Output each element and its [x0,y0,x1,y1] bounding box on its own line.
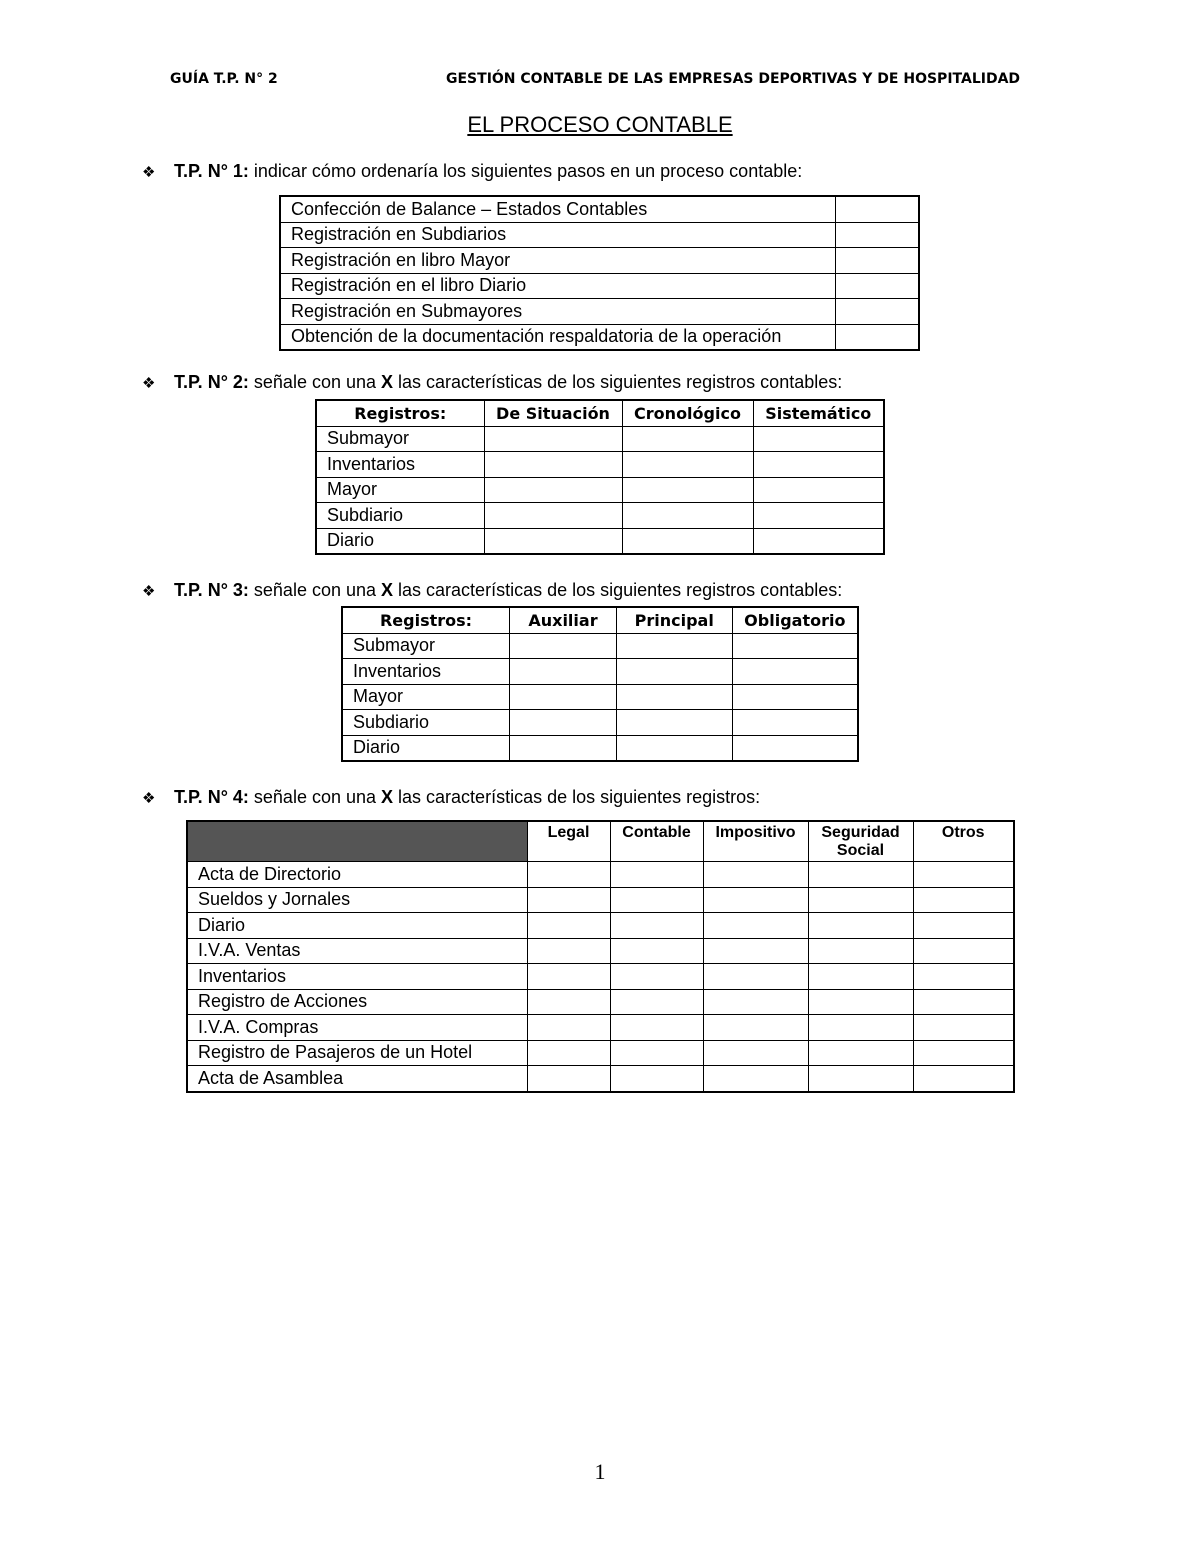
order-cell[interactable] [836,248,920,274]
table-row [187,862,1014,888]
table-row [316,477,884,503]
mark-cell[interactable] [808,862,913,888]
mark-cell[interactable] [703,1040,808,1066]
mark-cell[interactable] [616,684,732,710]
mark-cell[interactable] [703,862,808,888]
order-cell[interactable] [836,273,920,299]
mark-cell[interactable] [616,633,732,659]
mark-cell[interactable] [808,1066,913,1092]
tp2-text-before: señale con una [248,372,382,392]
step-label: Registración en el libro Diario [280,273,836,299]
header-right: GESTIÓN CONTABLE DE LAS EMPRESAS DEPORTIVAS Y DE HOSPITALIDAD [446,71,1021,87]
mark-cell[interactable] [610,913,703,939]
table-row [342,684,858,710]
diamond-star-icon: ❖ [142,790,156,807]
mark-cell[interactable] [732,684,858,710]
column-header: Principal [616,607,732,633]
mark-cell[interactable] [703,964,808,990]
mark-cell[interactable] [622,528,753,554]
mark-cell[interactable] [913,938,1014,964]
column-header: De Situación [484,400,622,426]
tp1-text: indicar cómo ordenaría los siguientes pasos en un proceso contable: [248,161,803,181]
register-label: I.V.A. Ventas [187,938,527,964]
tp3-text-after: las características de los siguientes registros contables: [393,580,843,600]
column-header: Sistemático [753,400,884,426]
table-row [187,1040,1014,1066]
table-header-row [316,400,884,426]
tp2-text-after: las características de los siguientes registros contables: [393,372,843,392]
mark-cell[interactable] [808,964,913,990]
mark-cell[interactable] [622,503,753,529]
mark-cell[interactable] [610,887,703,913]
mark-cell[interactable] [622,452,753,478]
step-label: Registración en libro Mayor [280,248,836,274]
table-row [187,887,1014,913]
table-row [280,299,919,325]
mark-cell[interactable] [703,913,808,939]
mark-cell[interactable] [610,1015,703,1041]
mark-cell[interactable] [527,1015,610,1041]
mark-cell[interactable] [616,659,732,685]
tp4-text-after: las características de los siguientes registros: [393,787,761,807]
register-label: Inventarios [316,452,484,478]
table-row [316,426,884,452]
step-label: Obtención de la documentación respaldatoria de la operación [280,324,836,350]
mark-cell[interactable] [527,938,610,964]
table-row [342,659,858,685]
mark-cell[interactable] [484,426,622,452]
mark-cell[interactable] [484,477,622,503]
mark-cell[interactable] [484,452,622,478]
register-label: Sueldos y Jornales [187,887,527,913]
column-header: Contable [610,821,703,862]
mark-cell[interactable] [484,528,622,554]
tp3-instruction [142,580,842,601]
mark-cell[interactable] [622,426,753,452]
mark-cell[interactable] [753,477,884,503]
tp3-table [341,606,859,762]
column-header: Seguridad Social [808,821,913,862]
column-header: Otros [913,821,1014,862]
mark-cell[interactable] [703,1015,808,1041]
step-label: Registración en Subdiarios [280,222,836,248]
table-row [187,938,1014,964]
column-header: Impositivo [703,821,808,862]
register-label: Registro de Pasajeros de un Hotel [187,1040,527,1066]
diamond-star-icon: ❖ [142,375,156,392]
register-label: Subdiario [342,710,510,736]
mark-cell[interactable] [610,1066,703,1092]
mark-cell[interactable] [510,735,617,761]
tp4-table [186,820,1015,1093]
diamond-star-icon: ❖ [142,583,156,600]
column-header: Registros: [342,607,510,633]
table-row [316,528,884,554]
mark-cell[interactable] [703,1066,808,1092]
mark-cell[interactable] [484,503,622,529]
register-label: Acta de Directorio [187,862,527,888]
mark-cell[interactable] [913,964,1014,990]
mark-cell[interactable] [510,710,617,736]
tp4-instruction [142,787,760,808]
mark-cell[interactable] [610,1040,703,1066]
mark-cell[interactable] [732,659,858,685]
table-row [280,222,919,248]
column-header: Legal [527,821,610,862]
mark-cell[interactable] [610,989,703,1015]
tp1-instruction [142,161,802,182]
page-title: EL PROCESO CONTABLE [467,112,733,137]
mark-cell[interactable] [527,1040,610,1066]
mark-cell[interactable] [610,938,703,964]
mark-cell[interactable] [808,938,913,964]
register-label: Registro de Acciones [187,989,527,1015]
mark-cell[interactable] [732,710,858,736]
table-row [342,710,858,736]
table-row [187,1015,1014,1041]
mark-cell[interactable] [703,989,808,1015]
mark-cell[interactable] [753,503,884,529]
mark-cell[interactable] [527,913,610,939]
table-row [316,452,884,478]
tp2-label: T.P. N° 2: [174,372,249,392]
table-row [187,1066,1014,1092]
register-label: Mayor [316,477,484,503]
table-header-row [187,821,1014,862]
table-row [316,503,884,529]
register-label: Diario [342,735,510,761]
mark-cell[interactable] [527,1066,610,1092]
mark-cell[interactable] [732,633,858,659]
mark-cell[interactable] [913,913,1014,939]
register-label: Acta de Asamblea [187,1066,527,1092]
register-label: Diario [187,913,527,939]
mark-cell[interactable] [808,989,913,1015]
mark-cell[interactable] [913,862,1014,888]
column-header: Auxiliar [510,607,617,633]
tp3-label: T.P. N° 3: [174,580,249,600]
diamond-star-icon: ❖ [142,164,156,181]
tp1-table [279,195,920,351]
tp3-x: X [381,580,394,600]
mark-cell[interactable] [703,887,808,913]
mark-cell[interactable] [527,989,610,1015]
mark-cell[interactable] [753,426,884,452]
table-row [280,273,919,299]
register-label: Diario [316,528,484,554]
mark-cell[interactable] [527,964,610,990]
mark-cell[interactable] [610,862,703,888]
mark-cell[interactable] [913,1015,1014,1041]
table-row [187,964,1014,990]
page-number: 1 [594,1459,606,1484]
mark-cell[interactable] [808,1040,913,1066]
shaded-header-cell [187,821,527,862]
register-label: Mayor [342,684,510,710]
mark-cell[interactable] [913,989,1014,1015]
table-row [280,324,919,350]
mark-cell[interactable] [703,938,808,964]
table-row [280,248,919,274]
register-label: Submayor [316,426,484,452]
order-cell[interactable] [836,324,920,350]
table-row [342,735,858,761]
mark-cell[interactable] [616,710,732,736]
tp4-text-before: señale con una [248,787,382,807]
tp4-x: X [381,787,394,807]
table-row [187,913,1014,939]
register-label: Submayor [342,633,510,659]
mark-cell[interactable] [808,1015,913,1041]
mark-cell[interactable] [510,633,617,659]
register-label: Inventarios [342,659,510,685]
mark-cell[interactable] [527,887,610,913]
mark-cell[interactable] [732,735,858,761]
mark-cell[interactable] [510,684,617,710]
mark-cell[interactable] [808,887,913,913]
mark-cell[interactable] [913,1040,1014,1066]
table-row [342,633,858,659]
table-row [280,196,919,222]
mark-cell[interactable] [527,862,610,888]
tp2-instruction [142,372,842,393]
tp4-label: T.P. N° 4: [174,787,249,807]
table-header-row [342,607,858,633]
register-label: Subdiario [316,503,484,529]
mark-cell[interactable] [616,735,732,761]
column-header: Obligatorio [732,607,858,633]
header-left: GUÍA T.P. N° 2 [170,71,278,87]
step-label: Confección de Balance – Estados Contables [280,196,836,222]
step-label: Registración en Submayores [280,299,836,325]
order-cell[interactable] [836,196,920,222]
tp2-table [315,399,885,555]
tp1-label: T.P. N° 1: [174,161,249,181]
column-header: Cronológico [622,400,753,426]
register-label: Inventarios [187,964,527,990]
column-header: Registros: [316,400,484,426]
tp2-x: X [381,372,394,392]
mark-cell[interactable] [622,477,753,503]
order-cell[interactable] [836,222,920,248]
mark-cell[interactable] [913,887,1014,913]
mark-cell[interactable] [753,452,884,478]
mark-cell[interactable] [610,964,703,990]
mark-cell[interactable] [808,913,913,939]
table-row [187,989,1014,1015]
mark-cell[interactable] [510,659,617,685]
tp3-text-before: señale con una [248,580,382,600]
register-label: I.V.A. Compras [187,1015,527,1041]
mark-cell[interactable] [913,1066,1014,1092]
mark-cell[interactable] [753,528,884,554]
order-cell[interactable] [836,299,920,325]
